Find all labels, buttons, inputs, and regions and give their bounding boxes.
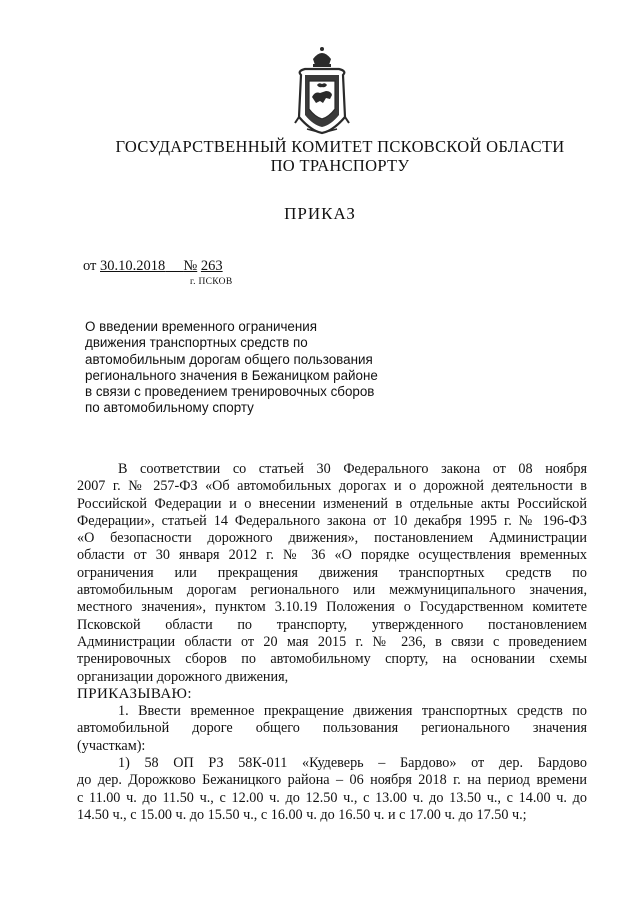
body-line: 1) 58 ОП РЗ 58К-011 «Кудеверь – Бардово» от дер. Бардово xyxy=(118,755,587,772)
organization-name-line-2: ПО ТРАНСПОРТУ xyxy=(270,156,410,175)
order-subject xyxy=(85,319,405,417)
body-line: области от 30 января 2012 г. № 36 «О порядке осуществления временных xyxy=(77,547,587,564)
subject-line: регионального значения в Бежаницком районе xyxy=(85,367,378,383)
body-line: «О безопасности дорожного движения», постановлением Администрации xyxy=(77,530,587,547)
number-prefix: № xyxy=(183,258,198,274)
subject-line: автомобильным дорогам общего пользования xyxy=(85,351,373,367)
subject-line: по автомобильному спорту xyxy=(85,400,254,416)
subject-line: движения транспортных средств по xyxy=(85,335,308,351)
coat-of-arms-emblem xyxy=(293,45,351,135)
order-body xyxy=(77,461,587,824)
body-line: автомобильной дороге общего пользования регионального значения xyxy=(77,720,587,737)
document-type-title: ПРИКАЗ xyxy=(284,204,356,223)
body-line: организации дорожного движения, xyxy=(77,668,289,685)
organization-name-line-1: ГОСУДАРСТВЕННЫЙ КОМИТЕТ ПСКОВСКОЙ ОБЛАСТИ xyxy=(115,137,565,156)
subject-line: в связи с проведением тренировочных сборов xyxy=(85,384,375,400)
body-line: 1. Ввести временное прекращение движения транспортных средств по xyxy=(118,703,587,720)
body-line: В соответствии со статьей 30 Федерального закона от 08 ноября xyxy=(118,461,587,477)
body-line: местного значения», пунктом 3.10.19 Положения о Государственном комитете xyxy=(77,599,587,616)
date-number-gap xyxy=(165,258,183,274)
body-line: Российской Федерации и о внесении изменений в отдельные акты Российской xyxy=(77,495,587,512)
body-line: ограничения или прекращения движения транспортных средств по xyxy=(77,564,587,581)
body-line: тренировочных сборов по автомобильному спорту, на основании схемы xyxy=(77,651,587,668)
preamble-paragraph xyxy=(77,461,587,686)
body-line: до дер. Дорожково Бежаницкого района – 06 ноября 2018 г. на период времени xyxy=(77,772,587,789)
body-line: Администрации области от 20 мая 2015 г. № 236, в связи с проведением xyxy=(77,633,587,650)
document-meta xyxy=(83,258,223,275)
date-prefix: от xyxy=(83,258,97,274)
document-city: г. ПСКОВ xyxy=(190,277,233,287)
subject-line: О введении временного ограничения xyxy=(85,319,318,334)
order-word: ПРИКАЗЫВАЮ: xyxy=(77,685,192,702)
item-1-subitem-1 xyxy=(77,755,587,824)
document-date: 30.10.2018 xyxy=(100,258,166,274)
body-line: Федерации», статьей 14 Федерального закона от 10 декабря 1995 г. № 196-ФЗ xyxy=(77,512,587,529)
body-line: 14.50 ч., с 15.00 ч. до 15.50 ч., с 16.00 ч. до 16.50 ч. и с 17.00 ч. до 17.50 ч.; xyxy=(77,806,527,823)
body-line: автомобильным дорогам регионального или межмуниципального значения, xyxy=(77,582,587,599)
body-line: с 11.00 ч. до 11.50 ч., с 12.00 ч. до 12.50 ч., с 13.00 ч. до 13.50 ч., с 14.00 ч. до xyxy=(77,789,587,806)
document-number: 263 xyxy=(200,258,223,274)
body-line: (участкам): xyxy=(77,737,146,754)
item-1 xyxy=(77,703,587,755)
body-line: 2007 г. № 257-ФЗ «Об автомобильных дорогах и о дорожной деятельности в xyxy=(77,478,587,495)
body-line: Псковской области по транспорту, утвержденного постановлением xyxy=(77,616,587,633)
